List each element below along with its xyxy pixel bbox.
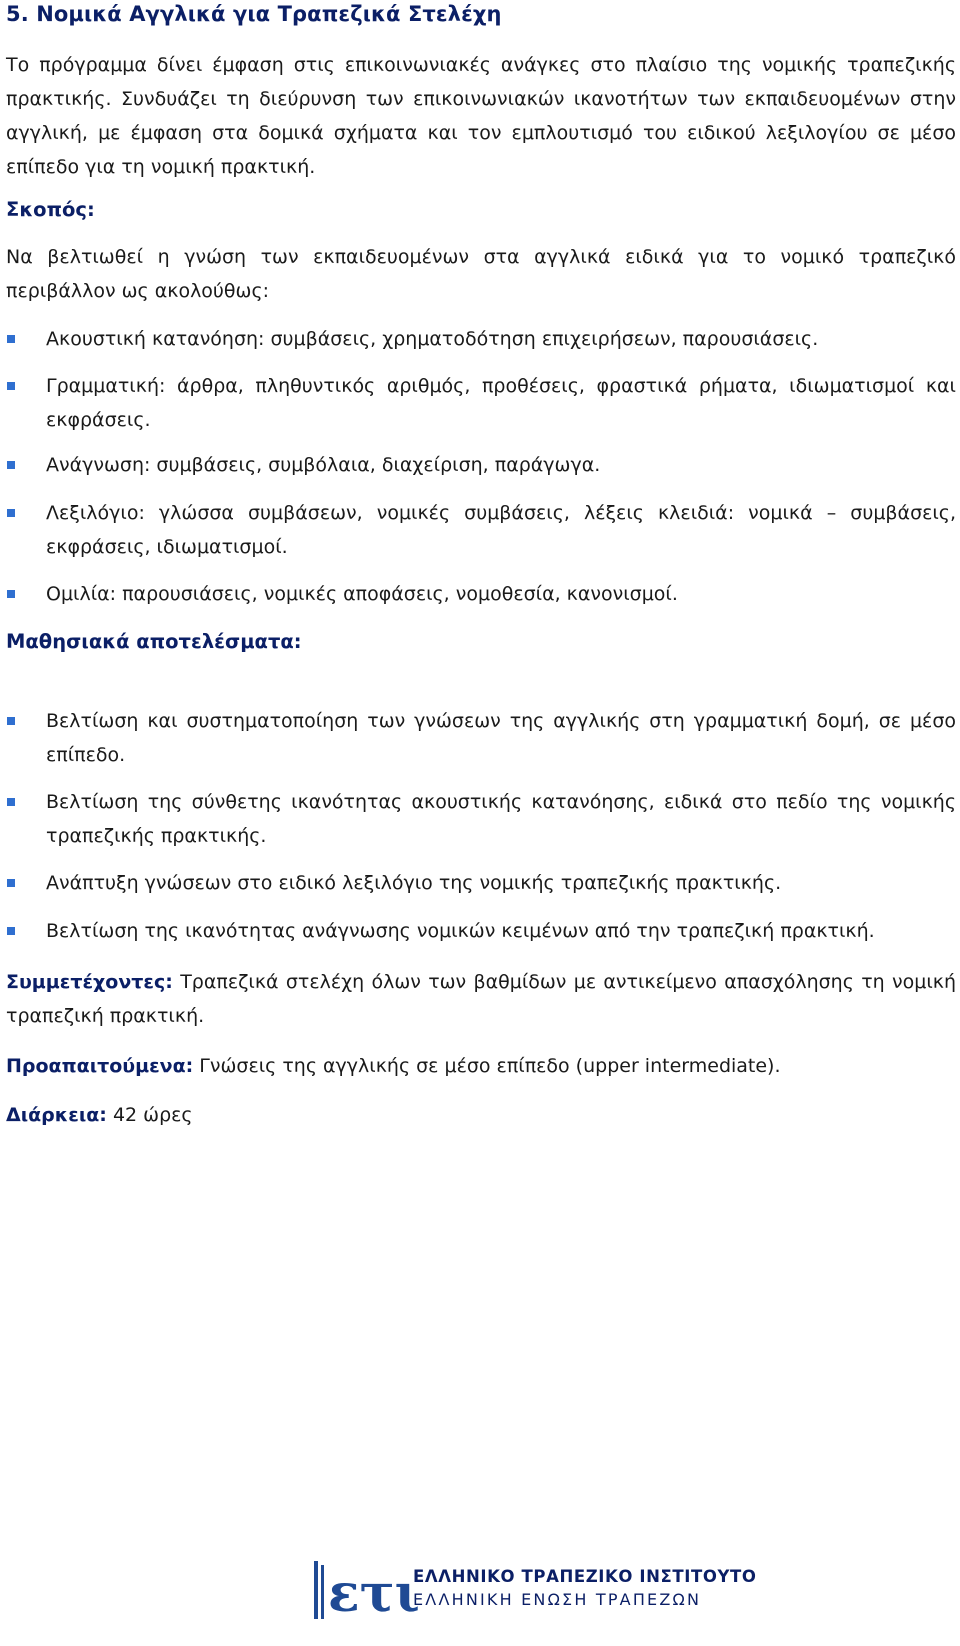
- list-item-text: Ανάπτυξη γνώσεων στο ειδικό λεξιλόγιο της νομικής τραπεζικής πρακτικής.: [46, 872, 782, 894]
- square-bullet-icon: [7, 382, 15, 390]
- participants-paragraph: [6, 965, 956, 1033]
- intro-paragraph: Το πρόγραμμα δίνει έμφαση στις επικοινωνιακές ανάγκες στο πλαίσιο της νομικής τραπεζικής πρακτικής. Συνδυάζει τη διεύρυνση των επικοινωνιακών ικανοτήτων των εκπαιδευομένων στην αγγλική, με έμφαση στα δομικά σχήματα και τον εμπλουτισμό του ειδικού λεξιλογίου σε μέσο επίπεδο για τη νομική πρακτική.: [6, 54, 956, 178]
- list-item-text: Βελτίωση της σύνθετης ικανότητας ακουστικής κατανόησης, ειδικά στο πεδίο της νομικής τραπεζικής πρακτικής.: [46, 791, 956, 847]
- participants-label: Συμμετέχοντες:: [6, 971, 173, 993]
- logo-mark-text: ετι: [328, 1563, 420, 1624]
- purpose-heading: Σκοπός:: [6, 198, 95, 221]
- square-bullet-icon: [7, 509, 15, 517]
- outcomes-heading: Μαθησιακά αποτελέσματα:: [6, 630, 302, 653]
- square-bullet-icon: [7, 461, 15, 469]
- square-bullet-icon: [7, 879, 15, 887]
- eti-logo-mark-icon: [310, 1555, 420, 1625]
- list-item-text: Γραμματική: άρθρα, πληθυντικός αριθμός, προθέσεις, φραστικά ρήματα, ιδιωματισμοί και εκφράσεις.: [46, 375, 956, 431]
- purpose-text: Να βελτιωθεί η γνώση των εκπαιδευομένων στα αγγλικά ειδικά για το νομικό τραπεζικό περιβάλλον ως ακολούθως:: [6, 246, 956, 302]
- square-bullet-icon: [7, 590, 15, 598]
- logo-institute-name: ΕΛΛΗΝΙΚΟ ΤΡΑΠΕΖΙΚΟ ΙΝΣΤΙΤΟΥΤΟ: [413, 1567, 757, 1586]
- prerequisites-text: Γνώσεις της αγγλικής σε μέσο επίπεδο (upper intermediate).: [193, 1055, 781, 1077]
- square-bullet-icon: [7, 798, 15, 806]
- square-bullet-icon: [7, 717, 15, 725]
- square-bullet-icon: [7, 927, 15, 935]
- prerequisites-paragraph: [6, 1049, 956, 1083]
- duration-label: Διάρκεια:: [6, 1104, 107, 1126]
- list-item-text: Βελτίωση της ικανότητας ανάγνωσης νομικών κειμένων από την τραπεζική πρακτική.: [46, 920, 875, 942]
- duration-paragraph: [6, 1098, 956, 1132]
- duration-text: 42 ώρες: [106, 1104, 193, 1126]
- square-bullet-icon: [7, 335, 15, 343]
- list-item-text: Ανάγνωση: συμβάσεις, συμβόλαια, διαχείριση, παράγωγα.: [46, 454, 601, 476]
- footer-logo: [310, 1555, 757, 1625]
- list-item-text: Ακουστική κατανόηση: συμβάσεις, χρηματοδότηση επιχειρήσεων, παρουσιάσεις.: [46, 328, 819, 350]
- list-item-text: Ομιλία: παρουσιάσεις, νομικές αποφάσεις, νομοθεσία, κανονισμοί.: [46, 583, 678, 605]
- prerequisites-label: Προαπαιτούμενα:: [6, 1055, 194, 1077]
- participants-text: Τραπεζικά στελέχη όλων των βαθμίδων με αντικείμενο απασχόλησης τη νομική τραπεζική πρακτική.: [6, 971, 956, 1027]
- logo-association-name: ΕΛΛΗΝΙΚΗ ΕΝΩΣΗ ΤΡΑΠΕΖΩΝ: [413, 1590, 702, 1609]
- section-title: 5. Νομικά Αγγλικά για Τραπεζικά Στελέχη: [6, 2, 502, 26]
- list-item-text: Λεξιλόγιο: γλώσσα συμβάσεων, νομικές συμβάσεις, λέξεις κλειδιά: νομικά – συμβάσεις, εκφράσεις, ιδιωματισμοί.: [46, 502, 956, 558]
- list-item-text: Βελτίωση και συστηματοποίηση των γνώσεων της αγγλικής στη γραμματική δομή, σε μέσο επίπεδο.: [46, 710, 956, 766]
